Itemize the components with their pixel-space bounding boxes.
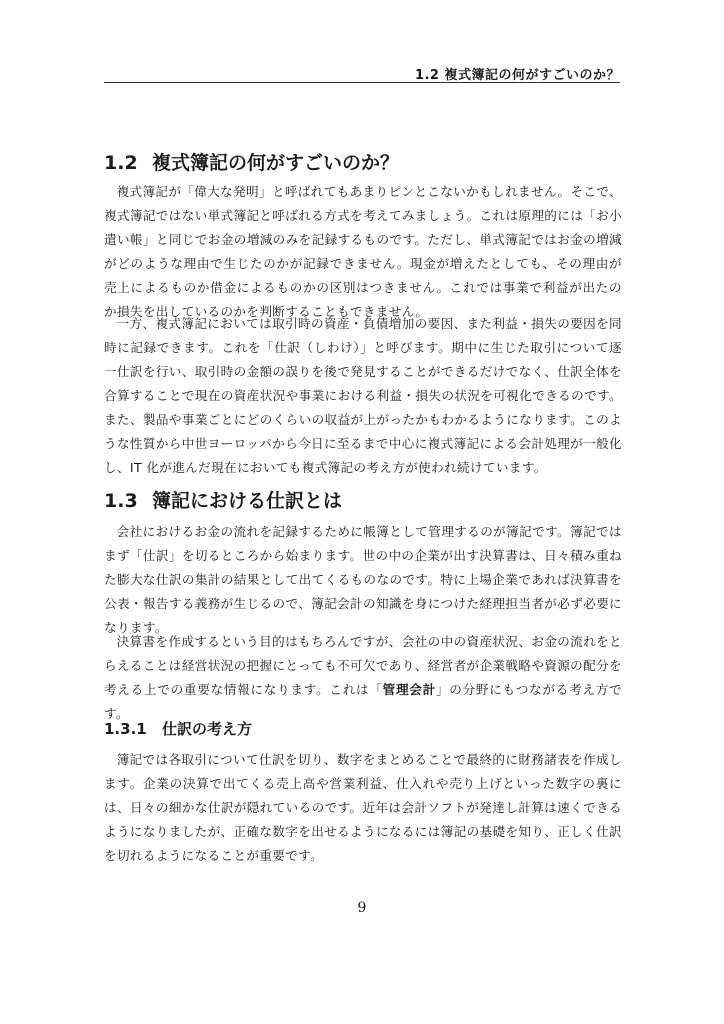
paragraph [104,630,622,726]
emphasis-term: 管理会計 [382,682,436,697]
header-rule [104,82,620,83]
text-run: 決算書を作成するという目的はもちろんですが、会社の中の資産状況、お金の流れをとらえることは経営状況の把握にとっても不可欠であり、経営者が企業戦略や資源の配分を考える上での重要な情報になります。これは「 [104,634,622,697]
section-number: 1.2 [104,152,138,174]
section-title: 簿記における仕訳とは [152,490,343,512]
paragraph: 簿記では各取引について仕訳を切り、数字をまとめることで最終的に財務諸表を作成します。企業の決算で出てくる売上高や営業利益、仕入れや売り上げといった数字の裏には、日々の細かな仕訳が隠れているのです。近年は会計ソフトが発達し計算は速くできるようになりましたが、正確な数字を出せるようになるには簿記の基礎を知り、正しく仕訳を切れるようになることが重要です。 [104,752,622,863]
section-heading-1-2 [104,148,399,175]
section-title: 複式簿記の何がすごいのか？ [152,152,400,174]
section-number: 1.3 [104,490,138,512]
section-heading-1-3 [104,486,342,513]
paragraph: 一方、複式簿記においては取引時の資産・負債増加の要因、また利益・損失の要因を同時に記録できます。これを「仕訳（しわけ）」と呼びます。期中に生じた取引について逐一仕訳を行い、取引時の金額の誤りを後で発見することができるだけでなく、仕訳全体を合算することで現在の資産状況や事業における利益・損失の状況を可視化できるのです。また、製品や事業ごとにどのくらいの収益が上がったかもわかるようになります。このような性質から中世ヨーロッパから今日に至るまで中心に複式簿記による会計処理が一般化し、IT 化が進んだ現在においても複式簿記の考え方が使われ続けています。 [104,316,622,475]
subsection-title: 仕訳の考え方 [162,720,253,738]
subsection-heading-1-3-1 [104,718,252,739]
paragraph: 複式簿記が「偉大な発明」と呼ばれてもあまりピンとこないかもしれません。そこで、複式簿記ではない単式簿記と呼ばれる方式を考えてみましょう。これは原理的には「お小遣い帳」と同じでお金の増減のみを記録するものです。ただし、単式簿記ではお金の増減がどのような理由で生じたのかが記録できません。現金が増えたとしても、その理由が売上によるものか借金によるものかの区別はつきません。これでは事業で利益が出たのか損失を出しているのかを判断することもできません。 [104,184,622,319]
running-header: 1.2 複式簿記の何がすごいのか？ [414,68,620,83]
subsection-number: 1.3.1 [104,720,147,738]
page-number: 9 [357,900,367,916]
text-run: 」の分野にもつながる考え方です。 [104,682,623,721]
paragraph: 会社におけるお金の流れを記録するために帳簿として管理するのが簿記です。簿記ではまず「仕訳」を切るところから始まります。世の中の企業が出す決算書は、日々積み重ねた膨大な仕訳の集計の結果として出てくるものなのです。特に上場企業であれば決算書を公表・報告する義務が生じるので、簿記会計の知識を身につけた経理担当者が必ず必要になります。 [104,524,622,635]
